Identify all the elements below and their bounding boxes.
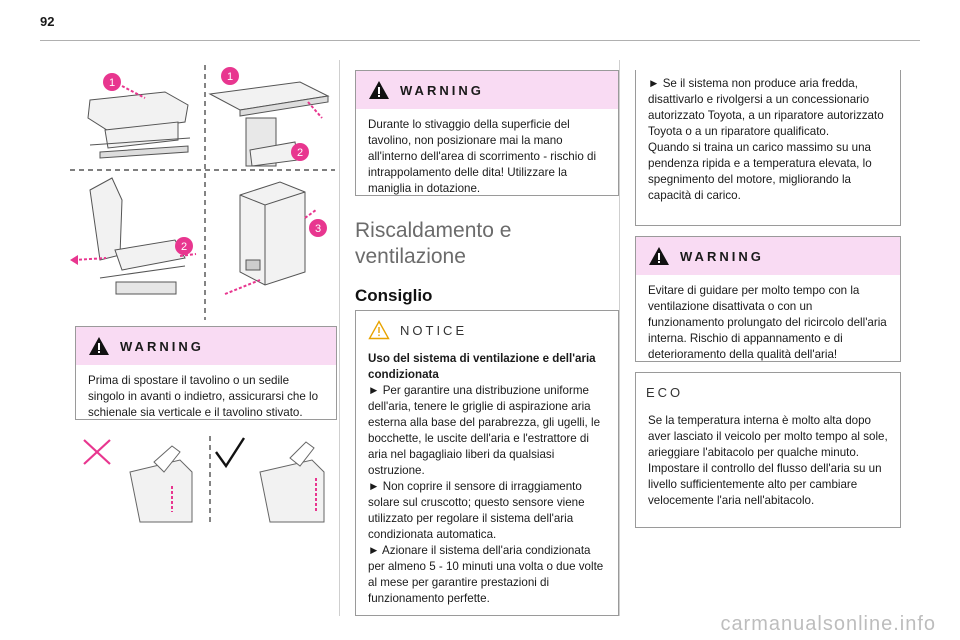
warning-text: Prima di spostare il tavolino o un sedile singolo in avanti o indietro, assicurarsi che lo schienale sia verticale e il tavolino stivato. (88, 374, 319, 419)
eco-header (636, 373, 900, 411)
table-console-drawing (210, 82, 328, 166)
console-box-drawing (240, 182, 305, 285)
step-badge: 1 (108, 77, 116, 89)
notice-paragraph: ► Per garantire una distribuzione uniforme dell'aria, tenere le griglie di aspirazione aria esterna alla base del parabrezza, gli ugelli, le bocchette, le uscite dell'aria e l'estrattore di aria nel bagagliaio liberi da qualsiasi ostruzione. (368, 384, 601, 477)
notice-header (356, 311, 618, 349)
eco-paragraph: Impostare il controllo del flusso dell'aria su un livello sufficientemente alto per cambiare velocemente l'aria nell'abitacolo. (648, 462, 882, 507)
info-paragraph: Quando si traina un carico massimo su una pendenza ripida e a temperatura elevata, lo spegnimento del motore, migliorando la capacità di carico. (648, 141, 872, 202)
notice-heading: Uso del sistema di ventilazione e dell'aria condizionata (368, 352, 596, 381)
wrong-cross-icon (84, 440, 110, 464)
warning-title: WARNING (680, 248, 764, 264)
footer-watermark: carmanualsonline.info (720, 613, 936, 635)
middle-warning-box (355, 70, 619, 196)
column-divider-2 (619, 60, 620, 616)
notice-box (355, 310, 619, 616)
warning-triangle-icon (648, 246, 670, 266)
warning-triangle-icon (88, 336, 110, 356)
svg-text:1: 1 (226, 71, 234, 83)
warning-text: Evitare di guidare per molto tempo con la ventilazione disattivata o con un funzionamento prolungato del ricircolo dell'aria interna. Rischio di appannamento e di deterioramento della qualità dell'aria! (648, 284, 887, 361)
warning-title: WARNING (400, 82, 484, 98)
correct-check-icon (216, 438, 244, 466)
folded-seat-drawing (88, 92, 190, 158)
info-paragraph: ► Se il sistema non produce aria fredda, disattivarlo e rivolgersi a un concessionario autorizzato Toyota, a un riparatore autorizzato Toyota o a un riparatore qualificato. (648, 77, 884, 138)
notice-triangle-icon (368, 320, 390, 340)
header-rule (40, 40, 920, 41)
sliding-seat-drawing (90, 178, 188, 294)
svg-text:2: 2 (296, 147, 304, 159)
notice-paragraph: ► Non coprire il sensore di irraggiamento solare sul cruscotto; questo sensore viene utilizzato per regolare il sistema dell'aria condizionata automatica. (368, 480, 585, 541)
section-title: Riscaldamento e ventilazione (355, 219, 512, 268)
right-info-box (635, 70, 901, 226)
notice-paragraph: ► Azionare il sistema dell'aria condizionata per almeno 5 - 10 minuti una volta o due volte al mese per garantire prestazioni di funzionamento perfette. (368, 544, 604, 605)
seat-table-illustrations (60, 60, 340, 322)
left-warning-box (75, 326, 337, 420)
svg-text:3: 3 (314, 223, 322, 235)
eco-title: ECO (646, 384, 684, 400)
warning-title: WARNING (120, 338, 204, 354)
warning-header (76, 327, 336, 365)
warning-text: Durante lo stivaggio della superficie del tavolino, non posizionare mai la mano all'interno dell'area di scorrimento - rischio di intrappolamento delle dita! Utilizzare la maniglia in dotazione. (368, 118, 597, 195)
notice-title: NOTICE (400, 322, 468, 338)
warning-header (356, 71, 618, 109)
handle-usage-illustrations (80, 432, 350, 524)
subsection-title: Consiglio (355, 286, 433, 305)
warning-triangle-icon (368, 80, 390, 100)
right-warning-box (635, 236, 901, 362)
warning-header (636, 237, 900, 275)
page-number: 92 (40, 14, 55, 29)
svg-text:2: 2 (180, 241, 188, 253)
eco-paragraph: Se la temperatura interna è molto alta dopo aver lasciato il veicolo per molto tempo al sole, arieggiare l'abitacolo per qualche minuto. (648, 414, 888, 459)
eco-box (635, 372, 901, 528)
